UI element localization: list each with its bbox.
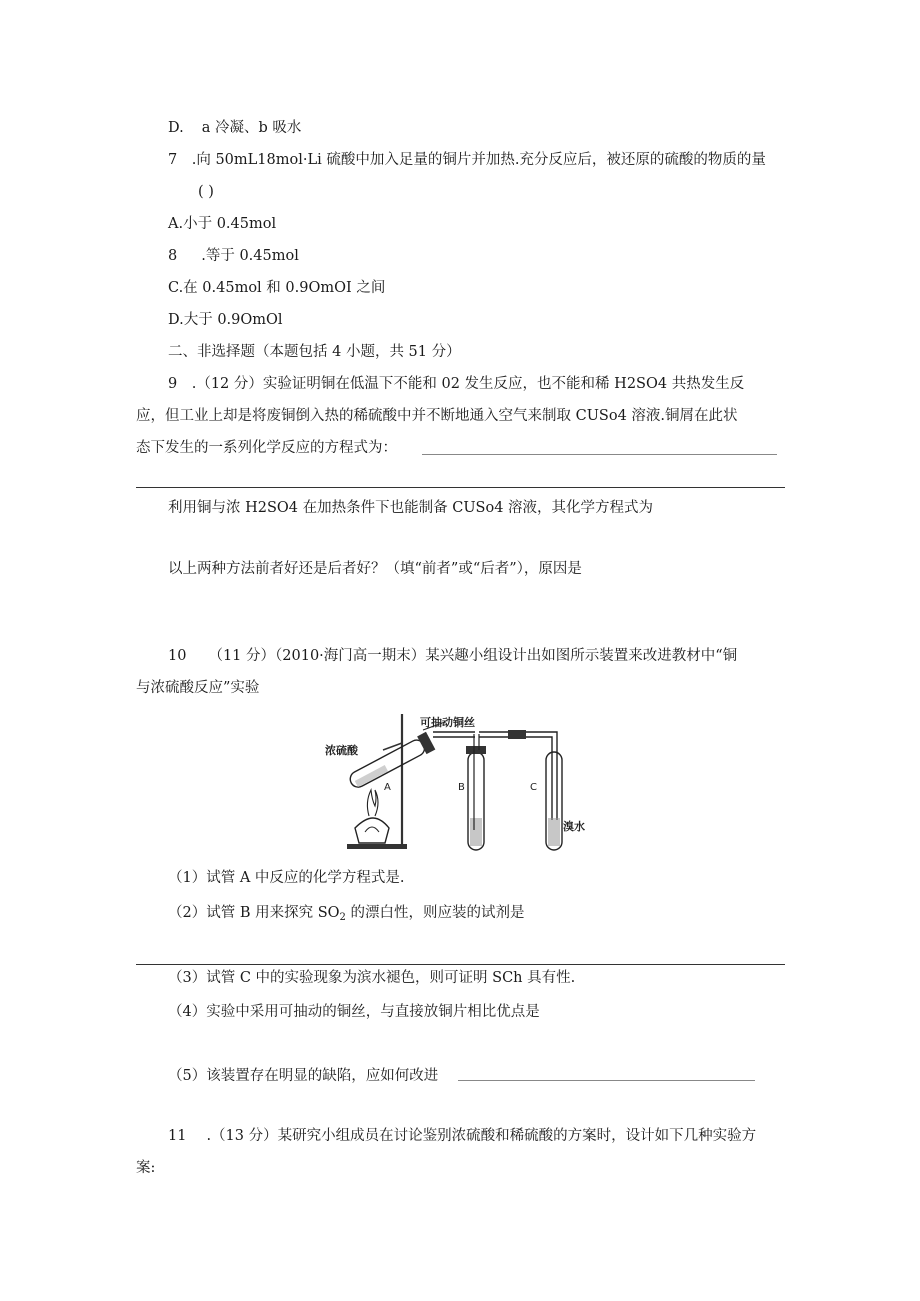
q11-line2: 案: bbox=[136, 1160, 156, 1176]
q10-sub1: （1）试管 A 中反应的化学方程式是. bbox=[168, 870, 405, 886]
q7-option-d: D.大于 0.9OmOl bbox=[168, 312, 283, 328]
section2-heading: 二、非选择题（本题包括 4 小题，共 51 分） bbox=[168, 344, 461, 360]
tube-a-stopper bbox=[417, 732, 435, 754]
q7-stem: 7 .向 50mL18mol·Li 硫酸中加入足量的铜片并加热.充分反应后，被还原的硫酸的物质的量 bbox=[168, 152, 766, 168]
q7-option-b bbox=[168, 246, 299, 266]
q11-line1-text: .（13 分）某研究小组成员在讨论鉴别浓硫酸和稀硫酸的方案时，设计如下几种实验方 bbox=[206, 1128, 757, 1144]
q10-number: 10 bbox=[168, 648, 187, 664]
q10-sub4: （4）实验中采用可抽动的铜丝，与直接放铜片相比优点是 bbox=[168, 1004, 540, 1020]
q10-sub2-subscript: 2 bbox=[339, 912, 346, 923]
tube-b-liquid bbox=[470, 818, 482, 846]
q11-line1 bbox=[168, 1126, 756, 1146]
q9-line5: 以上两种方法前者好还是后者好？（填“前者”或“后者”），原因是 bbox=[168, 561, 582, 577]
stand-base bbox=[347, 844, 407, 849]
alcohol-lamp bbox=[355, 818, 389, 843]
tube-b-stopper bbox=[466, 746, 486, 754]
q10-sub2-pre: （2）试管 B 用来探究 SO bbox=[168, 905, 340, 921]
q10-sub2 bbox=[168, 903, 525, 928]
q7-option-c: C.在 0.45mol 和 0.9OmOI 之间 bbox=[168, 280, 386, 296]
label-a: A bbox=[384, 782, 391, 793]
q10-line1-text: （11 分）（2010·海门高一期末）某兴趣小组设计出如图所示装置来改进教材中“铜 bbox=[208, 648, 738, 664]
lamp-flame bbox=[367, 790, 378, 816]
label-bromine-water: 溴水 bbox=[563, 820, 585, 833]
q9-line1: 9 .（12 分）实验证明铜在低温下不能和 02 发生反应，也不能和稀 H2SO4 共热发生反 bbox=[168, 376, 745, 392]
experiment-apparatus-figure bbox=[325, 710, 585, 858]
label-c: C bbox=[530, 782, 537, 793]
q10-sub3: （3）试管 C 中的实验现象为滨水褪色，则可证明 SCh 具有性. bbox=[168, 970, 576, 986]
q9-line2: 应，但工业上却是将废铜倒入热的稀硫酸中并不断地通入空气来制取 CUSo4 溶液.铜屑在此状 bbox=[136, 408, 738, 424]
q6-option-d-text: a 冷凝、b 吸水 bbox=[201, 120, 302, 136]
q11-number: 11 bbox=[168, 1128, 187, 1144]
q10-line1 bbox=[168, 646, 737, 666]
label-b: B bbox=[458, 782, 465, 793]
q10-sub2-post: 的漂白性，则应装的试剂是 bbox=[345, 905, 525, 921]
q6-option-d-prefix: D. bbox=[168, 120, 184, 136]
q10-answer-line-2[interactable] bbox=[136, 964, 785, 965]
q9-line4: 利用铜与浓 H2SO4 在加热条件下也能制备 CUSo4 溶液，其化学方程式为 bbox=[168, 500, 654, 516]
rubber-connector bbox=[508, 730, 526, 739]
label-conc-sulfuric-acid: 浓硫酸 bbox=[325, 744, 358, 757]
delivery-tube-2 bbox=[479, 732, 557, 820]
q10-answer-blank-5[interactable] bbox=[458, 1080, 755, 1081]
lamp-wick bbox=[365, 827, 379, 832]
tube-c-liquid bbox=[548, 818, 560, 846]
label-copper-wire: 可抽动铜丝 bbox=[420, 716, 475, 729]
q9-answer-line-2[interactable] bbox=[136, 487, 785, 488]
q7-option-a: A.小于 0.45mol bbox=[168, 216, 277, 232]
q10-line2: 与浓硫酸反应”实验 bbox=[136, 680, 260, 696]
test-tube-a bbox=[346, 732, 435, 792]
q7-option-b-text: .等于 0.45mol bbox=[201, 248, 299, 264]
q7-answer-paren: ( ) bbox=[198, 184, 214, 200]
q10-sub5: （5）该装置存在明显的缺陷，应如何改进 bbox=[168, 1068, 439, 1084]
q9-answer-blank-1[interactable] bbox=[422, 454, 777, 455]
q7-option-b-number: 8 bbox=[168, 248, 178, 264]
q9-line3: 态下发生的一系列化学反应的方程式为： bbox=[136, 440, 397, 456]
q6-option-d bbox=[168, 118, 301, 138]
